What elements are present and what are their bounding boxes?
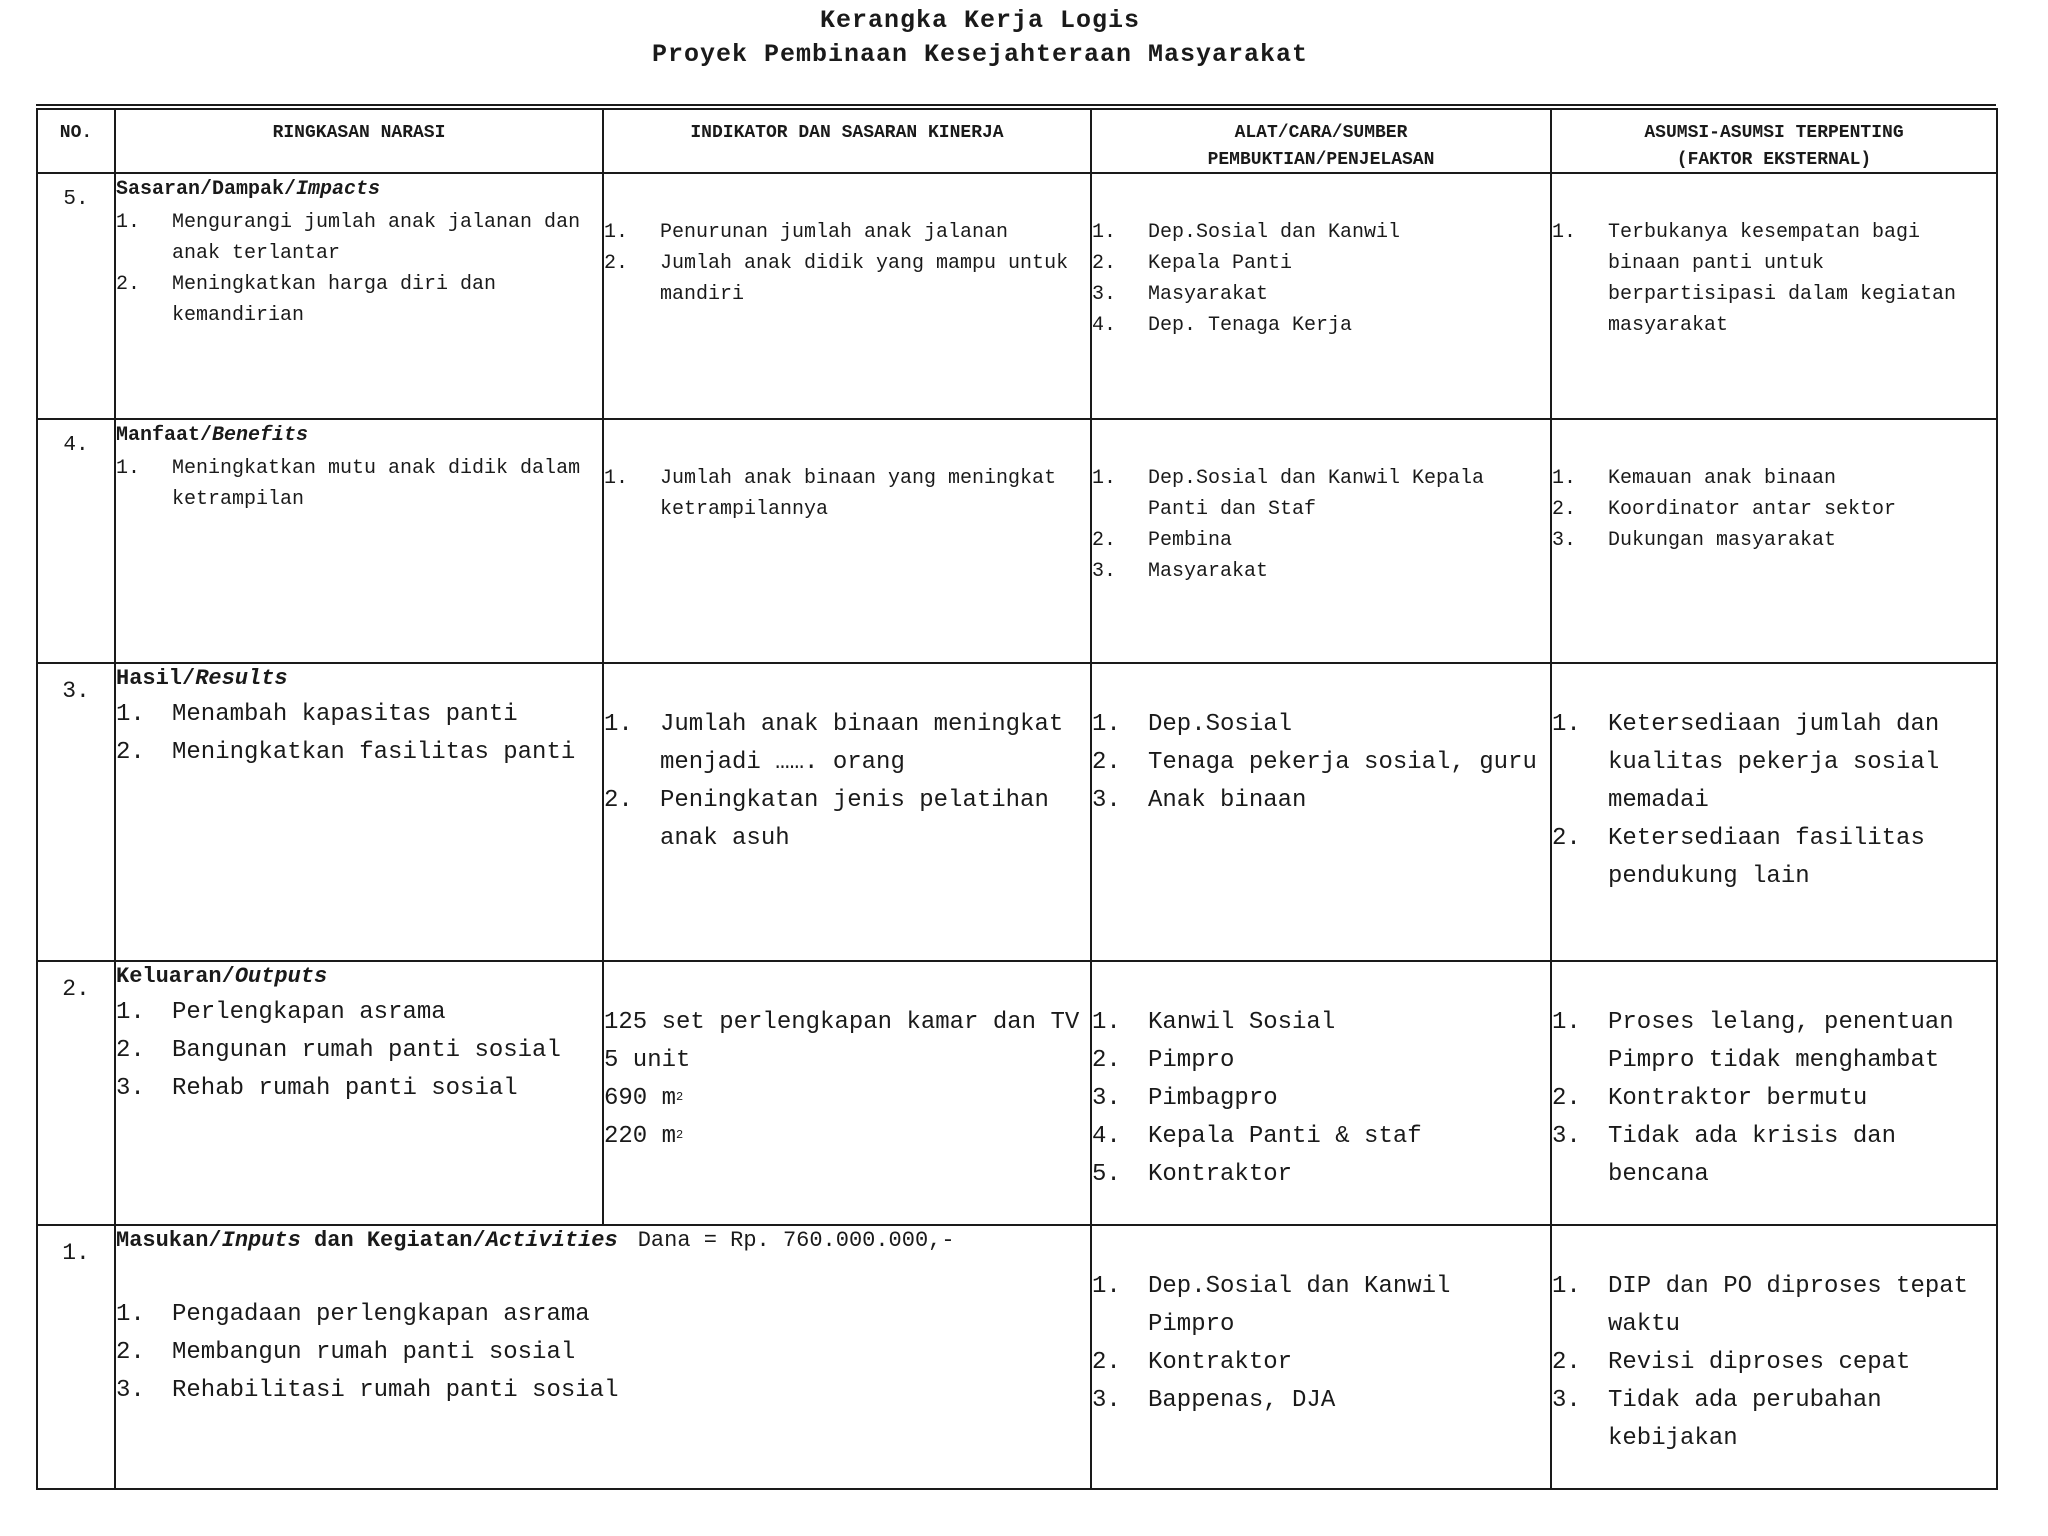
list-item: 2. Pembina [1092,529,1233,552]
indikator-list [604,463,1090,525]
top-rule [36,104,1996,106]
list-item: 2. Tenaga pekerja sosial, guru [1092,749,1537,776]
list-item: 1. Pengadaan perlengkapan asrama [116,1301,590,1328]
heading-italic: Inputs [221,1228,301,1253]
alat-list [1092,463,1550,587]
list-item: 1. Dep.Sosial [1092,711,1293,738]
header-alat-line2: PEMBUKTIAN/PENJELASAN [1207,150,1435,170]
header-indikator: INDIKATOR DAN SASARAN KINERJA [603,109,1091,173]
list-item: 2. Ketersediaan fasilitas pendukung lain [1552,825,1925,890]
list-item: 3. Masyarakat [1092,560,1269,583]
list-item: 3. Rehab rumah panti sosial [116,1075,518,1102]
list-item: 1. Proses lelang, penentuan Pimpro tidak menghambat [1552,1009,1954,1074]
header-asumsi [1551,109,1997,173]
heading-text: dan Kegiatan/ [300,1228,486,1253]
narasi-list [116,207,602,331]
asumsi-cell [1551,961,1997,1225]
row-number: 2. [37,961,115,1225]
header-asumsi-line2: (FAKTOR EKSTERNAL) [1676,150,1872,170]
asumsi-cell [1551,419,1997,663]
heading-text: Hasil/ [116,666,196,691]
row-number: 3. [37,663,115,961]
asumsi-list [1552,1004,1996,1194]
list-item: 3. Dukungan masyarakat [1552,529,1837,552]
header-asumsi-line1: ASUMSI-ASUMSI TERPENTING [1644,123,1904,143]
list-item: 1. Dep.Sosial dan Kanwil Pimpro [1092,1273,1451,1338]
list-item: 5. Kontraktor [1092,1161,1293,1188]
row-number: 4. [37,419,115,663]
budget-amount: Dana = Rp. 760.000.000,- [637,1228,955,1253]
list-item: 1. Penurunan jumlah anak jalanan [604,221,1009,244]
list-item: 1. Dep.Sosial dan Kanwil Kepala Panti dan Staf [1092,467,1485,521]
asumsi-list [1552,706,1996,896]
row-heading [116,420,602,451]
narasi-cell [115,1225,1091,1489]
list-item: 3. Masyarakat [1092,283,1269,306]
list-item: 1. Terbukanya kesempatan bagi binaan panti untuk berpartisipasi dalam kegiatan masyarakat [1552,221,1957,337]
asumsi-list [1552,463,1996,556]
narasi-cell [115,961,603,1225]
document-subtitle: Proyek Pembinaan Kesejahteraan Masyarakat [651,40,1309,69]
list-item: 4. Kepala Panti & staf [1092,1123,1422,1150]
list-item: 2. Koordinator antar sektor [1552,498,1897,521]
heading-italic: Activities [485,1228,618,1253]
asumsi-list [1552,1268,1996,1458]
table-row [37,663,1997,961]
list-item: 2. Kontraktor [1092,1349,1293,1376]
list-item: 3. Tidak ada krisis dan bencana [1552,1123,1897,1188]
row-number: 5. [37,173,115,419]
indikator-line: 220 $m^2$ [604,1123,684,1150]
header-row [37,109,1997,173]
list-item: 1. Kanwil Sosial [1092,1009,1336,1036]
alat-list [1092,1268,1550,1420]
row-heading [116,664,602,694]
list-item: 1. Jumlah anak binaan meningkat menjadi ……. orang [604,711,1064,776]
heading-italic: Outputs [234,964,328,989]
list-item: 2. Revisi diproses cepat [1552,1349,1911,1376]
list-item: 1. Perlengkapan asrama [116,999,446,1026]
list-item: 2. Bangunan rumah panti sosial [116,1037,561,1064]
table-row [37,173,1997,419]
alat-cell [1091,173,1551,419]
indikator-line: 125 set perlengkapan kamar dan TV 5 unit [604,1009,1080,1074]
list-item: 4. Dep. Tenaga Kerja [1092,314,1353,337]
list-item: 2. Jumlah anak didik yang mampu untuk mandiri [604,252,1069,306]
row-heading [116,1226,1090,1256]
list-item: 3. Bappenas, DJA [1092,1387,1336,1414]
table-row [37,961,1997,1225]
list-item: 2. Kontraktor bermutu [1552,1085,1868,1112]
header-ringkasan-narasi: RINGKASAN NARASI [115,109,603,173]
narasi-cell [115,663,603,961]
document-title: Kerangka Kerja Logis [819,6,1141,35]
narasi-list [116,696,602,772]
list-item: 2. Meningkatkan fasilitas panti [116,739,576,766]
narasi-list [116,1296,1090,1410]
heading-italic: Impacts [296,178,381,201]
row-number: 1. [37,1225,115,1489]
table-row [37,1225,1997,1489]
table-row [37,419,1997,663]
asumsi-list [1552,217,1996,341]
list-item: 3. Anak binaan [1092,787,1307,814]
heading-italic: Results [195,666,288,691]
list-item: 2. Meningkatkan harga diri dan kemandirian [116,273,497,327]
narasi-list [116,453,602,515]
list-item: 1. Dep.Sosial dan Kanwil [1092,221,1401,244]
row-heading [116,962,602,992]
indikator-cell [603,961,1091,1225]
list-item: 3. Pimbagpro [1092,1085,1278,1112]
indikator-cell [603,173,1091,419]
list-item: 2. Membangun rumah panti sosial [116,1339,576,1366]
heading-text: Manfaat/ [116,424,213,447]
heading-text: Masukan/ [116,1228,222,1253]
row-heading [116,174,602,205]
header-alat [1091,109,1551,173]
alat-cell [1091,419,1551,663]
logical-framework-table [36,108,1998,1490]
asumsi-cell [1551,663,1997,961]
list-item: 2. Peningkatan jenis pelatihan anak asuh [604,787,1049,852]
list-item: 3. Rehabilitasi rumah panti sosial [116,1377,619,1404]
list-item: 1. Ketersediaan jumlah dan kualitas pekerja sosial memadai [1552,711,1940,814]
alat-list [1092,1004,1550,1194]
alat-cell [1091,663,1551,961]
alat-cell [1091,961,1551,1225]
indikator-cell [603,663,1091,961]
indikator-line: 690 $m^2$ [604,1085,684,1112]
asumsi-cell [1551,173,1997,419]
header-no: NO. [37,109,115,173]
indikator-list [604,217,1090,310]
narasi-list [116,994,602,1108]
narasi-cell [115,419,603,663]
list-item: 2. Pimpro [1092,1047,1235,1074]
list-item: 1. Mengurangi jumlah anak jalanan dan anak terlantar [116,211,581,265]
list-item: 1. Meningkatkan mutu anak didik dalam ketrampilan [116,457,581,511]
alat-list [1092,706,1550,820]
list-item: 1. Kemauan anak binaan [1552,467,1837,490]
heading-text: Keluaran/ [116,964,235,989]
list-item: 1. DIP dan PO diproses tepat waktu [1552,1273,1969,1338]
header-alat-line1: ALAT/CARA/SUMBER [1234,123,1408,143]
alat-cell [1091,1225,1551,1489]
narasi-cell [115,173,603,419]
list-item: 1. Menambah kapasitas panti [116,701,518,728]
heading-text: Sasaran/Dampak/ [116,178,297,201]
list-item: 2. Kepala Panti [1092,252,1293,275]
list-item: 1. Jumlah anak binaan yang meningkat ketrampilannya [604,467,1057,521]
indikator-list [604,706,1090,858]
alat-list [1092,217,1550,341]
heading-italic: Benefits [212,424,309,447]
asumsi-cell [1551,1225,1997,1489]
indikator-cell [603,419,1091,663]
list-item: 3. Tidak ada perubahan kebijakan [1552,1387,1882,1452]
